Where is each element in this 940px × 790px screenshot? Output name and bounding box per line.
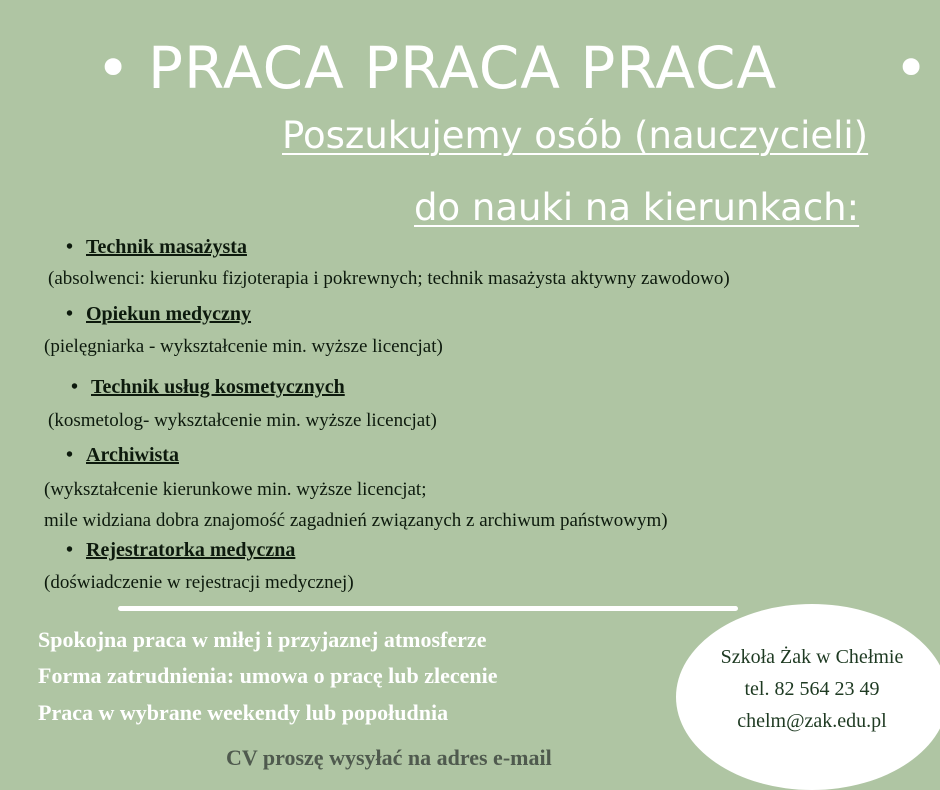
position-desc-masazysta: (absolwenci: kierunku fizjoterapia i pokrewnych; technik masażysta aktywny zawodowo) bbox=[48, 268, 730, 289]
headline-bullet-right: • bbox=[894, 34, 930, 102]
headline-bullet-left: • bbox=[96, 34, 132, 102]
position-desc-kosmetyczny: (kosmetolog- wykształcenie min. wyższe licencjat) bbox=[48, 410, 437, 431]
benefit-atmosphere: Spokojna praca w miłej i przyjaznej atmosferze bbox=[38, 627, 487, 652]
position-desc-rejestratorka: (doświadczenie w rejestracji medycznej) bbox=[44, 572, 354, 593]
contact-ellipse bbox=[676, 604, 940, 790]
headline-text: PRACA PRACA PRACA bbox=[148, 34, 778, 102]
cv-note: CV proszę wysyłać na adres e-mail bbox=[226, 745, 552, 770]
benefit-contract: Forma zatrudnienia: umowa o pracę lub zlecenie bbox=[38, 663, 498, 688]
position-title-rejestratorka: • Rejestratorka medyczna bbox=[86, 539, 295, 562]
subheading-line-1: Poszukujemy osób (nauczycieli) bbox=[282, 114, 869, 157]
position-desc-archiwista-2: mile widziana dobra znajomość zagadnień związanych z archiwum państwowym) bbox=[44, 510, 668, 531]
contact-school: Szkoła Żak w Chełmie bbox=[720, 646, 904, 668]
position-title-archiwista: • Archiwista bbox=[86, 444, 179, 467]
position-desc-opiekun: (pielęgniarka - wykształcenie min. wyższe licencjat) bbox=[44, 336, 443, 357]
benefit-schedule: Praca w wybrane weekendy lub popołudnia bbox=[38, 700, 449, 725]
position-title-kosmetyczny: • Technik usług kosmetycznych bbox=[91, 376, 345, 399]
contact-email: chelm@zak.edu.pl bbox=[737, 710, 887, 732]
subheading-line-2: do nauki na kierunkach: bbox=[414, 186, 860, 229]
position-title-masazysta: • Technik masażysta bbox=[86, 236, 247, 259]
contact-phone: tel. 82 564 23 49 bbox=[744, 678, 880, 700]
headline bbox=[0, 28, 940, 108]
position-title-opiekun: • Opiekun medyczny bbox=[86, 303, 251, 326]
divider-line bbox=[118, 606, 738, 611]
position-desc-archiwista-1: (wykształcenie kierunkowe min. wyższe licencjat; bbox=[44, 479, 427, 500]
